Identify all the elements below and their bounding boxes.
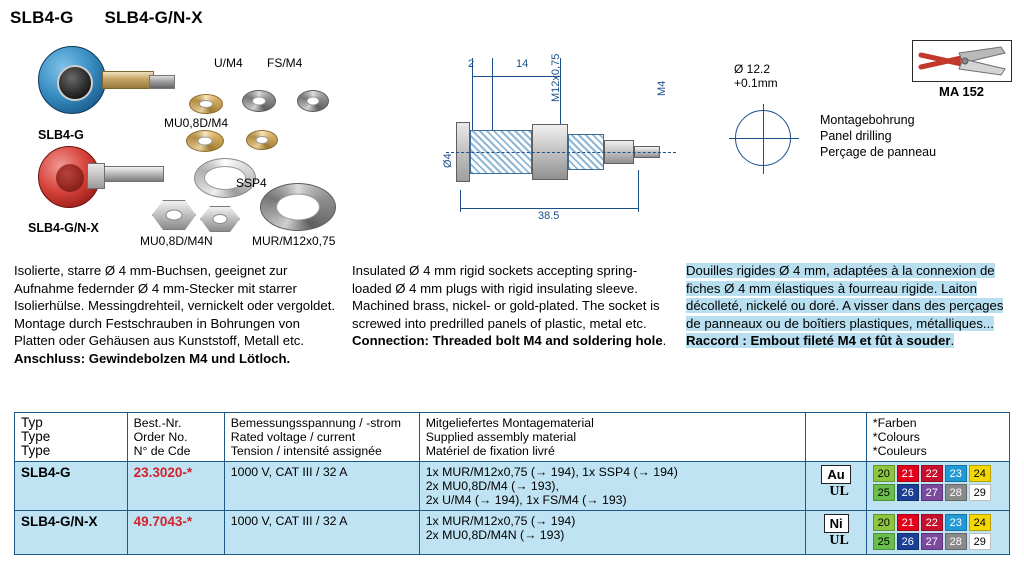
header-type-de: Typ xyxy=(21,415,43,430)
desc-en-tail: . xyxy=(662,333,667,348)
colour-swatches-row2 xyxy=(873,514,1003,550)
desc-en-bold: Connection: Threaded bolt M4 and soldering hole xyxy=(352,333,663,348)
nut-mur-m12 xyxy=(260,183,336,231)
header-order-de: Best.-Nr. xyxy=(133,416,182,430)
washer-fs-m4 xyxy=(242,90,276,112)
colour-swatch-21[interactable]: 21 xyxy=(897,465,919,482)
header-plating xyxy=(806,413,866,462)
cell-type: SLB4-G/N-X xyxy=(15,511,128,555)
specification-table xyxy=(14,412,1010,555)
tool-box xyxy=(912,40,1012,82)
colour-swatch-23[interactable]: 23 xyxy=(945,465,967,482)
description-de xyxy=(14,262,339,367)
colour-swatch-26[interactable]: 26 xyxy=(897,533,919,550)
desc-fr-text: Douilles rigides Ø 4 mm, adaptées à la connexion de fiches Ø 4 mm élastiques à fourreau rigide. Laiton décolleté, nickelé ou doré. A visser dans des perçages de panneaux ou de boîtiers plastiques, métalliques... xyxy=(686,263,1004,331)
cell-voltage: 1000 V, CAT III / 32 A xyxy=(224,511,419,555)
colour-swatch-24[interactable]: 24 xyxy=(969,514,991,531)
table-row xyxy=(15,511,1010,555)
cell-plating xyxy=(806,511,866,555)
header-colours-en: *Colours xyxy=(872,430,920,444)
colour-swatch-27[interactable]: 27 xyxy=(921,533,943,550)
header-colours-de: *Farben xyxy=(872,416,917,430)
header-voltage-de: Bemessungsspannung / -strom xyxy=(230,416,401,430)
drill-caption-fr: Perçage de panneau xyxy=(820,145,937,159)
colour-swatch-23[interactable]: 23 xyxy=(945,514,967,531)
label-slb4g: SLB4-G xyxy=(38,128,84,142)
material-line-3: 2x U/M4 (→ 194), 1x FS/M4 (→ 193) xyxy=(425,493,627,507)
header-voltage xyxy=(224,413,419,462)
colour-swatch-21[interactable]: 21 xyxy=(897,514,919,531)
label-fs-m4: FS/M4 xyxy=(267,56,303,70)
colour-swatch-22[interactable]: 22 xyxy=(921,514,943,531)
ul-mark: UL xyxy=(829,533,849,548)
washer-fs-m4-b xyxy=(297,90,329,112)
dim-length: 38.5 xyxy=(538,210,560,222)
header-colours xyxy=(866,413,1009,462)
header-material xyxy=(419,413,806,462)
colour-swatch-28[interactable]: 28 xyxy=(945,484,967,501)
socket-red-shaft xyxy=(96,166,164,182)
panel-drilling-caption xyxy=(820,112,936,160)
colour-swatch-25[interactable]: 25 xyxy=(873,533,895,550)
material-line-1: 1x MUR/M12x0,75 (→ 194), 1x SSP4 (→ 194) xyxy=(425,465,678,479)
drill-diameter: Ø 12.2 xyxy=(734,62,771,76)
desc-fr-tail: . xyxy=(950,333,955,348)
dim-2: 2 xyxy=(468,58,475,70)
washer-u-m4 xyxy=(189,94,223,114)
plating-badge: Ni xyxy=(824,514,849,533)
header-voltage-en: Rated voltage / current xyxy=(230,430,356,444)
cell-material xyxy=(419,511,806,555)
colour-swatch-28[interactable]: 28 xyxy=(945,533,967,550)
drill-caption-en: Panel drilling xyxy=(820,129,892,143)
drill-caption-de: Montagebohrung xyxy=(820,113,915,127)
description-en xyxy=(352,262,672,350)
page-title xyxy=(10,8,229,28)
cell-plating xyxy=(806,462,866,511)
desc-de-bold: Anschluss: Gewindebolzen M4 und Lötloch. xyxy=(14,350,291,366)
cell-order: 23.3020-* xyxy=(127,462,224,511)
label-ssp4: SSP4 xyxy=(236,176,267,190)
cell-material xyxy=(419,462,806,511)
panel-drilling-dims xyxy=(734,62,778,90)
desc-en-text: Insulated Ø 4 mm rigid sockets accepting spring-loaded Ø 4 mm plugs with rigid insulating sleeve. Machined brass, nickel- or gold-plated. The socket is screwed into predrilled panels of plastic, metal etc. xyxy=(352,263,660,331)
ul-mark: UL xyxy=(829,484,849,499)
cell-colours xyxy=(866,462,1009,511)
cell-order: 49.7043-* xyxy=(127,511,224,555)
header-type-en: Type xyxy=(21,429,51,444)
colour-swatch-29[interactable]: 29 xyxy=(969,484,991,501)
nut-mu08d-m4n xyxy=(152,200,196,230)
nut-mu08d-m4n-b xyxy=(200,206,240,232)
dim-14: 14 xyxy=(516,58,529,70)
desc-fr-bold: Raccord : Embout fileté M4 et fût à souder xyxy=(686,333,951,348)
label-u-m4: U/M4 xyxy=(214,56,243,70)
header-voltage-fr: Tension / intensité assignée xyxy=(230,444,382,458)
product-photo-group xyxy=(14,38,344,253)
header-order xyxy=(127,413,224,462)
colour-swatch-29[interactable]: 29 xyxy=(969,533,991,550)
cell-colours xyxy=(866,511,1009,555)
description-fr xyxy=(686,262,1012,350)
header-order-en: Order No. xyxy=(133,430,188,444)
header-material-de: Mitgeliefertes Montagematerial xyxy=(425,416,594,430)
colour-swatch-26[interactable]: 26 xyxy=(897,484,919,501)
header-material-fr: Matériel de fixation livré xyxy=(425,444,555,458)
colour-swatch-20[interactable]: 20 xyxy=(873,514,895,531)
cell-voltage: 1000 V, CAT III / 32 A xyxy=(224,462,419,511)
tool-code: MA 152 xyxy=(939,84,985,99)
socket-blue-shaft xyxy=(102,71,154,89)
label-mu08d-m4n: MU0,8D/M4N xyxy=(140,234,213,248)
material-line-2: 2x MU0,8D/M4N (→ 193) xyxy=(425,528,565,542)
title-left: SLB4-G xyxy=(10,8,74,27)
technical-drawing xyxy=(420,40,720,245)
material-line-2: 2x MU0,8D/M4 (→ 193), xyxy=(425,479,559,493)
header-type-fr: Type xyxy=(21,443,51,458)
nut-mu08d-m4 xyxy=(186,130,224,152)
drawing-centerline xyxy=(446,152,676,153)
label-mu08d-m4: MU0,8D/M4 xyxy=(164,116,229,130)
nut-mu08d-m4-b xyxy=(246,130,278,150)
material-line-1: 1x MUR/M12x0,75 (→ 194) xyxy=(425,514,576,528)
cell-type: SLB4-G xyxy=(15,462,128,511)
panel-drilling-circle xyxy=(735,110,791,166)
plating-badge: Au xyxy=(821,465,850,484)
header-colours-fr: *Couleurs xyxy=(872,444,927,458)
desc-de-text: Isolierte, starre Ø 4 mm-Buchsen, geeignet zur Aufnahme federnder Ø 4 mm-Stecker mit starrer Isolierhülse. Messingdrehteil, vernickelt oder vergoldet. Montage durch Festschrauben in Bohrungen von Platten oder Gehäusen aus Kunststoff, Metall etc. xyxy=(14,263,336,348)
socket-blue-photo xyxy=(38,46,106,114)
colour-swatch-24[interactable]: 24 xyxy=(969,465,991,482)
drill-tolerance: +0.1mm xyxy=(734,76,778,90)
colour-swatch-25[interactable]: 25 xyxy=(873,484,895,501)
table-row xyxy=(15,462,1010,511)
label-slb4gnx: SLB4-G/N-X xyxy=(28,221,99,235)
table-header-row xyxy=(15,413,1010,462)
dim-dia4: Ø4 xyxy=(442,153,454,168)
colour-swatch-20[interactable]: 20 xyxy=(873,465,895,482)
colour-swatch-27[interactable]: 27 xyxy=(921,484,943,501)
header-material-en: Supplied assembly material xyxy=(425,430,577,444)
colour-swatches-row1 xyxy=(873,465,1003,501)
label-mur: MUR/M12x0,75 xyxy=(252,234,336,248)
pliers-icon xyxy=(913,41,1011,81)
dim-thread: M12x0,75 xyxy=(550,53,562,102)
title-right: SLB4-G/N-X xyxy=(104,8,203,27)
colour-swatch-22[interactable]: 22 xyxy=(921,465,943,482)
header-type xyxy=(15,413,128,462)
header-order-fr: N° de Cde xyxy=(133,444,191,458)
dim-m4: M4 xyxy=(656,80,668,96)
